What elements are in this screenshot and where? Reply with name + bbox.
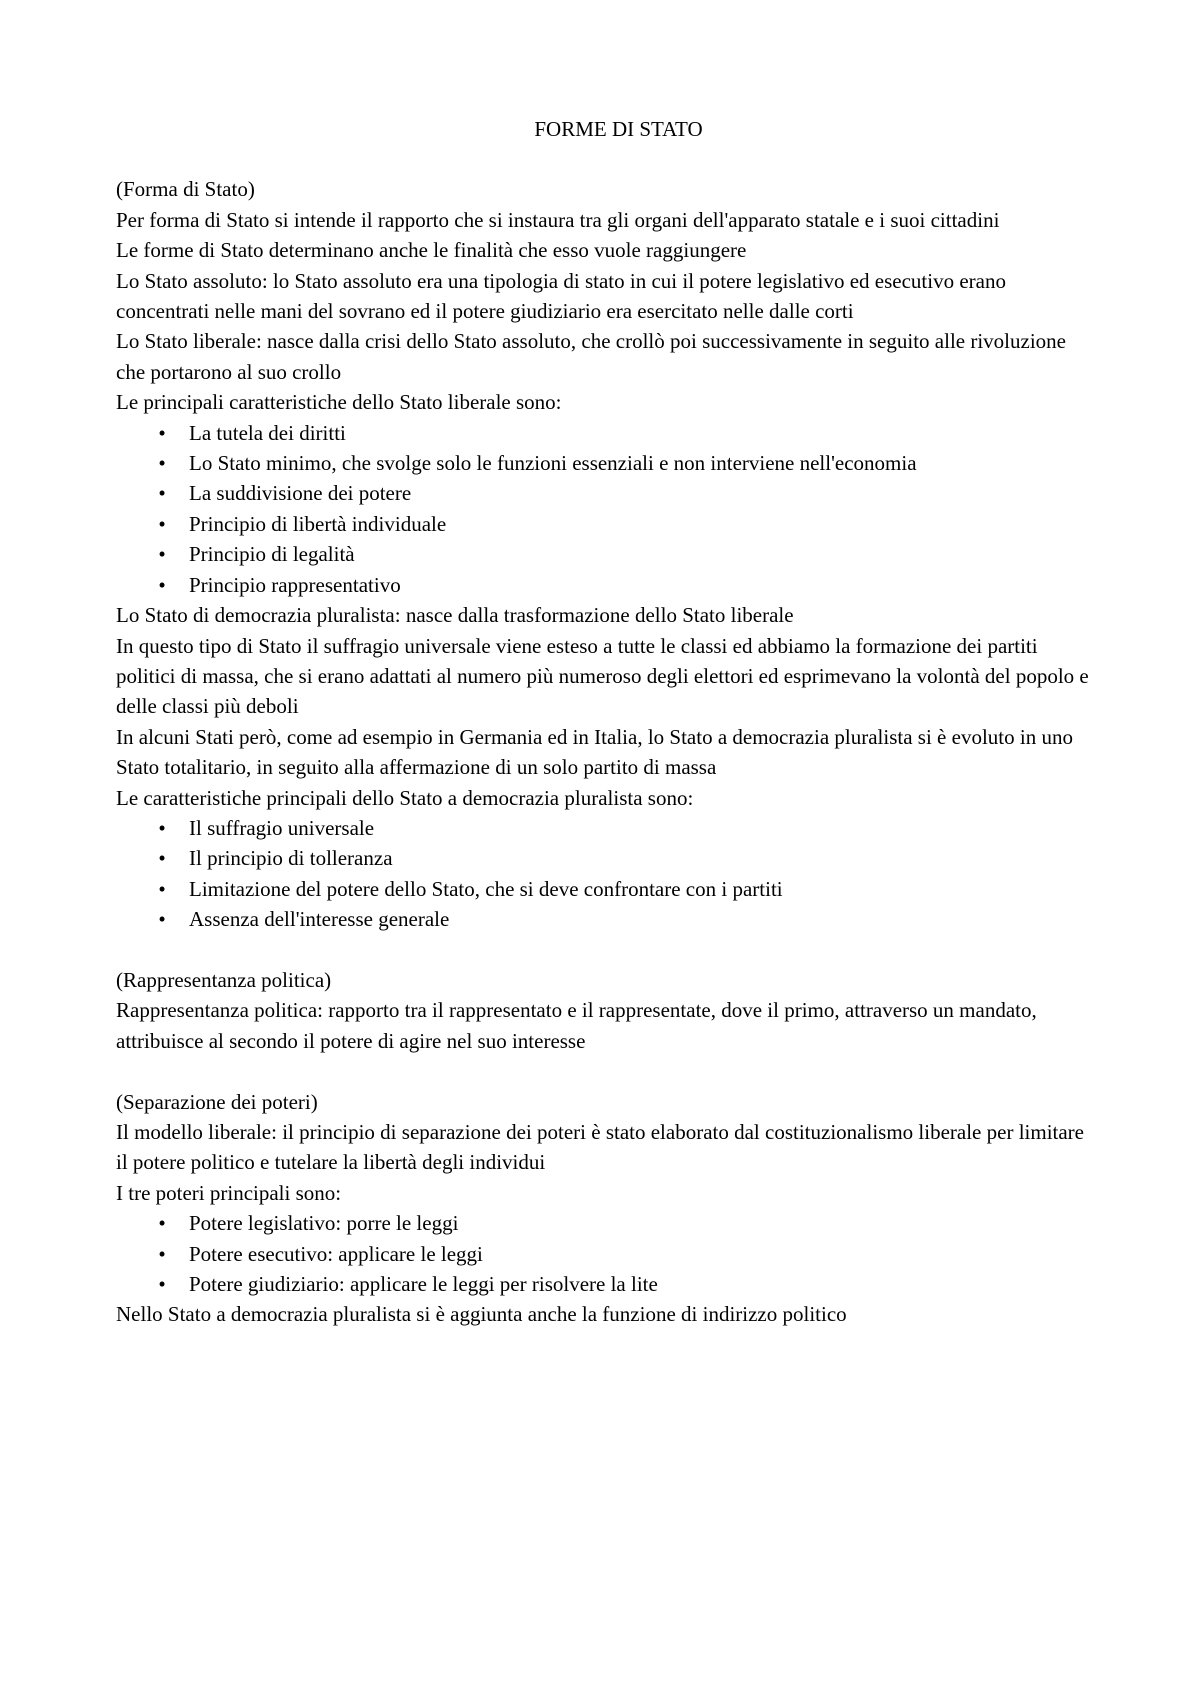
list-item-text: La suddivisione dei potere	[189, 481, 412, 506]
paragraph: Lo Stato liberale: nasce dalla crisi dello Stato assoluto, che crollò poi successivamente in seguito alle rivoluzione che portarono al suo crollo	[116, 329, 1066, 384]
list-item	[116, 509, 1091, 539]
bullet-icon: •	[158, 542, 166, 567]
bullet-list	[116, 1208, 1091, 1299]
list-item	[116, 539, 1091, 569]
section-heading: (Forma di Stato)	[116, 177, 255, 202]
list-item-text: Principio rappresentativo	[189, 572, 401, 597]
list-item	[116, 904, 1091, 934]
list-item-text: Potere legislativo: porre le leggi	[189, 1211, 459, 1236]
paragraph: Le forme di Stato determinano anche le finalità che esso vuole raggiungere	[116, 238, 747, 263]
section-forma	[116, 174, 1091, 934]
list-item	[116, 418, 1091, 448]
list-item-text: Lo Stato minimo, che svolge solo le funzioni essenziali e non interviene nell'economia	[189, 451, 917, 476]
bullet-icon: •	[158, 1211, 166, 1236]
paragraph: Per forma di Stato si intende il rapporto che si instaura tra gli organi dell'apparato statale e i suoi cittadini	[116, 207, 1000, 232]
paragraph: Rappresentanza politica: rapporto tra il rappresentato e il rappresentate, dove il primo, attraverso un mandato, attribuisce al secondo il potere di agire nel suo interesse	[116, 998, 1037, 1053]
paragraph: Le caratteristiche principali dello Stato a democrazia pluralista sono:	[116, 785, 694, 810]
paragraph: In questo tipo di Stato il suffragio universale viene esteso a tutte le classi ed abbiamo la formazione dei partiti politici di massa, che si erano adattati al numero più numeroso degli elettori ed esprimevano la volontà del popolo e delle classi più deboli	[116, 633, 1089, 719]
list-item	[116, 813, 1091, 843]
paragraph: Lo Stato assoluto: lo Stato assoluto era una tipologia di stato in cui il potere legislativo ed esecutivo erano concentrati nelle mani del sovrano ed il potere giudiziario era esercitato nelle dalle corti	[116, 268, 1006, 324]
list-item-text: La tutela dei diritti	[189, 420, 346, 445]
list-item	[116, 843, 1091, 873]
list-item-text: Limitazione del potere dello Stato, che si deve confrontare con i partiti	[189, 876, 783, 901]
bullet-icon: •	[158, 846, 166, 871]
list-item-text: Assenza dell'interesse generale	[189, 907, 450, 932]
list-item	[116, 1269, 1091, 1299]
document-body	[116, 114, 1091, 1330]
section-rappresentanza	[116, 965, 1091, 1056]
bullet-list	[116, 418, 1091, 600]
document-sections	[116, 174, 1091, 1329]
section-spacer	[116, 1056, 1091, 1086]
paragraph: Nello Stato a democrazia pluralista si è aggiunta anche la funzione di indirizzo politico	[116, 1302, 847, 1327]
list-item	[116, 478, 1091, 508]
bullet-icon: •	[158, 481, 166, 506]
bullet-icon: •	[158, 876, 166, 901]
document-title: FORME DI STATO	[534, 117, 703, 141]
bullet-list	[116, 813, 1091, 935]
paragraph: In alcuni Stati però, come ad esempio in Germania ed in Italia, lo Stato a democrazia pluralista si è evoluto in uno Stato totalitario, in seguito alla affermazione di un solo partito di massa	[116, 724, 1073, 780]
list-item-text: Potere giudiziario: applicare le leggi per risolvere la lite	[189, 1272, 658, 1296]
list-item-text: Principio di libertà individuale	[189, 511, 447, 536]
bullet-icon: •	[158, 420, 166, 445]
section-separazione	[116, 1087, 1091, 1330]
list-item	[116, 874, 1091, 904]
bullet-icon: •	[158, 572, 166, 597]
paragraph: Le principali caratteristiche dello Stato liberale sono:	[116, 390, 562, 415]
list-item-text: Principio di legalità	[189, 542, 355, 567]
section-heading: (Rappresentanza politica)	[116, 967, 332, 992]
section-spacer	[116, 935, 1091, 965]
bullet-icon: •	[158, 907, 166, 932]
bullet-icon: •	[158, 1241, 166, 1266]
paragraph: Lo Stato di democrazia pluralista: nasce dalla trasformazione dello Stato liberale	[116, 603, 794, 628]
list-item-text: Potere esecutivo: applicare le leggi	[189, 1241, 483, 1266]
list-item	[116, 1239, 1091, 1269]
section-heading: (Separazione dei poteri)	[116, 1089, 318, 1114]
list-item-text: Il principio di tolleranza	[189, 846, 393, 871]
list-item	[116, 448, 1091, 478]
bullet-icon: •	[158, 815, 166, 840]
list-item-text: Il suffragio universale	[189, 815, 375, 840]
paragraph: I tre poteri principali sono:	[116, 1180, 342, 1205]
list-item	[116, 570, 1091, 600]
list-item	[116, 1208, 1091, 1238]
bullet-icon: •	[158, 511, 166, 536]
bullet-icon: •	[158, 1272, 166, 1296]
paragraph: Il modello liberale: il principio di separazione dei poteri è stato elaborato dal costituzionalismo liberale per limitare il potere politico e tutelare la libertà degli individui	[116, 1119, 1084, 1175]
bullet-icon: •	[158, 451, 166, 476]
